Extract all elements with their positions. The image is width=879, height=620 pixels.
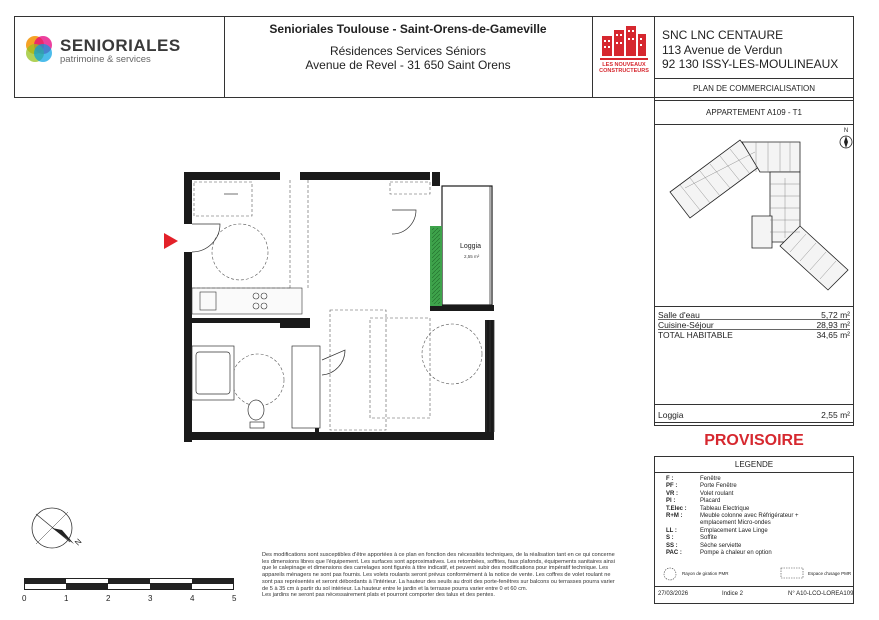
brand-name: SENIORIALES — [60, 36, 181, 55]
legend-divider — [654, 472, 854, 473]
legend-key: T.Elec : — [666, 505, 687, 512]
legend-value: Soffite — [700, 535, 717, 542]
scale-tick-label: 2 — [106, 594, 111, 603]
legend-item — [658, 498, 850, 505]
program-address: Avenue de Revel - 31 650 Saint Orens — [305, 58, 511, 72]
area-row — [658, 320, 850, 330]
legend-value: emplacement Micro-ondes — [700, 520, 771, 527]
panel-divider-3 — [654, 306, 854, 307]
legend-key: S : — [666, 535, 674, 542]
panel-divider-2 — [654, 124, 854, 125]
floor-plan — [180, 170, 500, 445]
legend-item — [658, 476, 850, 483]
panel-divider-1 — [654, 100, 854, 101]
area-row — [658, 330, 850, 340]
legend-item — [658, 550, 850, 557]
note-line: que le calepinage et dimensions des carrelages sont figurés à titre indicatif, et peuvent subir des modifications pour impératif technique. Les — [262, 565, 609, 572]
scale-tick-label: 3 — [148, 594, 153, 603]
compass-rose — [22, 500, 92, 558]
brand-tagline: patrimoine & services — [60, 54, 151, 65]
key-plan — [660, 130, 850, 305]
legend-value: Pompe à chaleur en option — [700, 550, 772, 556]
pmr-circle-label: Rayon de giration PMR — [682, 571, 729, 576]
legend-value: Tableau Electrique — [700, 505, 750, 512]
bathroom-fixtures — [192, 346, 320, 428]
area-row — [658, 310, 850, 320]
area-label: Cuisine-Séjour — [658, 320, 714, 330]
legend-item — [658, 528, 850, 535]
legend-item — [658, 506, 850, 513]
area-label: TOTAL HABITABLE — [658, 330, 733, 340]
note-line: de 5 à 35 cm à partir du sol intérieur. La hauteur entre le jardin et la terrasse pourra varier entre 0 et 60 cm. — [262, 585, 528, 592]
client-street: 113 Avenue de Verdun — [662, 43, 783, 57]
areas-table — [658, 310, 850, 340]
legend-key: LL : — [666, 527, 677, 534]
loggia-area-value: 2,55 m² — [821, 410, 850, 420]
panel-divider-4 — [654, 404, 854, 405]
loggia-area-text: 2,55 m² — [464, 254, 480, 259]
client-name: SNC LNC CENTAURE — [662, 28, 784, 42]
status-label: PROVISOIRE — [704, 432, 804, 449]
scale-bar — [24, 578, 234, 590]
entrance-arrow — [164, 233, 178, 249]
loggia-area-label: Loggia — [658, 410, 684, 420]
note-line: sont pas représentés et seront débordants à l'intérieur. La hauteur des seuils au droit des porte-fenêtres sur balcons ou terrasses pourra varier — [262, 578, 615, 585]
area-value: 34,65 m² — [816, 330, 850, 340]
program-title: Senioriales Toulouse - Saint-Orens-de-Gameville — [269, 22, 547, 36]
pmr-space-icon — [780, 567, 804, 579]
legend-key: Pl : — [666, 498, 676, 505]
panel-divider-5 — [654, 422, 854, 423]
apartment-label: APPARTEMENT A109 - T1 — [706, 108, 802, 117]
builder-logo-line1: LES NOUVEAUX — [602, 62, 646, 68]
legend-item — [658, 491, 850, 498]
legend-item — [658, 543, 850, 550]
legend-key: VR : — [666, 490, 678, 497]
brand-logo — [14, 20, 224, 76]
legend-key: R+M : — [666, 513, 683, 519]
compass-rose-letter: N — [73, 536, 84, 548]
legend-key: PAC : — [666, 550, 682, 556]
legend-key: PF : — [666, 483, 678, 490]
legend-item — [658, 483, 850, 490]
area-value: 5,72 m² — [821, 310, 850, 320]
legend-key: F : — [666, 476, 674, 482]
note-line: Des modifications sont susceptibles d'être apportées à ce plan en fonction des nécessités techniques, de la réalisation tant en ce qui concerne — [262, 552, 615, 558]
scale-tick-label: 0 — [22, 594, 27, 603]
program-subtitle: Résidences Services Séniors — [329, 44, 487, 58]
scale-tick-label: 1 — [64, 594, 69, 603]
note-line: Les jardins ne seront pas nécessairement plats et pourront comporter des talus et des pentes. — [262, 592, 495, 599]
legend-item — [658, 535, 850, 542]
builder-logo — [598, 22, 650, 92]
note-line: appareils ménagers ne sont pas fournis. Les volets roulants seront prévus conformément à la notice de vente. Les coffres de volet roulant ne — [262, 572, 611, 579]
legend-value: Porte Fenêtre — [700, 483, 737, 490]
brand-logo-icon — [24, 34, 54, 64]
scale-tick-label: 5 — [232, 594, 237, 603]
scale-tick-label: 4 — [190, 594, 195, 603]
footer-divider — [654, 586, 854, 587]
legend-value: Meuble colonne avec Réfrigérateur + — [700, 513, 799, 519]
legend-title: LEGENDE — [734, 460, 774, 469]
footer-reference: N° A10-LCO-LOREA109 — [788, 591, 854, 597]
footer-index: Indice 2 — [722, 591, 744, 597]
compass-north-letter: N — [843, 128, 849, 134]
legend-value: Sèche serviette — [700, 542, 742, 549]
disclaimer-notes — [262, 552, 648, 599]
kitchen-counter — [192, 288, 302, 314]
legend-value: Placard — [700, 498, 721, 505]
header-divider-2 — [592, 16, 593, 98]
legend-value: Fenêtre — [700, 476, 721, 482]
loggia-label: Loggia — [460, 243, 482, 250]
pmr-space-label: Espace d'usage PMR — [808, 571, 852, 576]
client-city: 92 130 ISSY-LES-MOULINEAUX — [662, 57, 839, 71]
legend-value: Emplacement Lave Linge — [700, 527, 768, 534]
area-label: Salle d'eau — [658, 310, 700, 320]
plan-type: PLAN DE COMMERCIALISATION — [692, 84, 816, 93]
area-value: 28,93 m² — [816, 320, 850, 330]
note-line: les dimensions libres que l'équipement. Les surfaces sont approximatives. Les retombées, soffites, faux plafonds, équipements sanitaires ainsi — [262, 558, 615, 565]
legend-item — [658, 520, 850, 527]
legend-list — [654, 476, 854, 566]
loggia-area-row — [658, 410, 850, 420]
footer-date: 27/03/2026 — [658, 591, 689, 597]
legend-value: Volet roulant — [700, 490, 734, 497]
legend-key: SS : — [666, 542, 678, 549]
pmr-circle-icon — [660, 566, 680, 582]
legend-item — [658, 513, 850, 520]
builder-logo-line2: CONSTRUCTEURS — [599, 68, 649, 74]
